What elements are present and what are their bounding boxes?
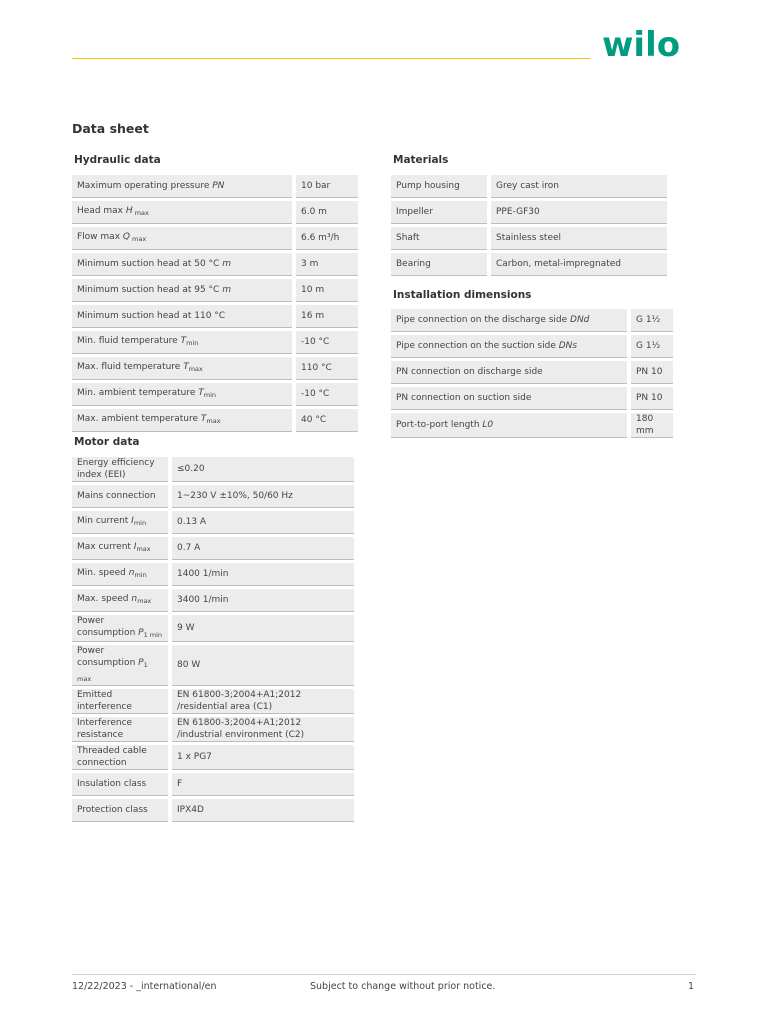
row-value: IPX4D: [172, 799, 354, 822]
header-accent-line: [72, 58, 590, 59]
row-label: Minimum suction head at 110 °C: [72, 305, 292, 328]
table-row: [72, 305, 358, 328]
row-label: Port-to-port length L0: [391, 413, 627, 438]
row-value: 0.13 A: [172, 511, 354, 534]
table-row: [72, 563, 354, 586]
row-value: 3400 1/min: [172, 589, 354, 612]
row-value: 110 °C: [296, 357, 358, 380]
row-label: Bearing: [391, 253, 487, 276]
row-label: Pipe connection on the discharge side DNd: [391, 309, 627, 332]
table-row: [72, 511, 354, 534]
table-row: [72, 457, 354, 482]
row-value: 3 m: [296, 253, 358, 276]
table-row: [72, 201, 358, 224]
row-value: ≤0.20: [172, 457, 354, 482]
row-value: G 1½: [631, 335, 673, 358]
row-label: Max. ambient temperature $T_{max}$: [72, 409, 292, 432]
table-row: [72, 773, 354, 796]
footer-divider: [72, 974, 696, 975]
table-row: [72, 537, 354, 560]
table-row: [391, 309, 673, 332]
materials-title: Materials: [393, 154, 449, 166]
row-label: Threaded cable connection: [72, 745, 168, 770]
table-row: [72, 409, 358, 432]
footer-date-locale: 12/22/2023 - _international/en: [72, 981, 217, 992]
row-value: 1 x PG7: [172, 745, 354, 770]
row-label: PN connection on discharge side: [391, 361, 627, 384]
table-row: [391, 201, 667, 224]
row-label: Maximum operating pressure PN: [72, 175, 292, 198]
table-row: [72, 745, 354, 770]
table-row: [72, 799, 354, 822]
row-label: Min current $I_{min}$: [72, 511, 168, 534]
table-row: [72, 227, 358, 250]
table-row: [72, 645, 354, 686]
row-label: Pump housing: [391, 175, 487, 198]
row-label: Minimum suction head at 95 °C m: [72, 279, 292, 302]
row-value: F: [172, 773, 354, 796]
row-value: 6.0 m: [296, 201, 358, 224]
row-label: Mains connection: [72, 485, 168, 508]
table-row: [391, 387, 673, 410]
row-value: EN 61800-3;2004+A1;2012 /industrial environment (C2): [172, 717, 354, 742]
row-value: Grey cast iron: [491, 175, 667, 198]
row-value: -10 °C: [296, 383, 358, 406]
table-row: [72, 689, 354, 714]
motor-data-title: Motor data: [74, 436, 140, 448]
table-row: [72, 279, 358, 302]
installation-dimensions-title: Installation dimensions: [393, 289, 532, 301]
row-label: Protection class: [72, 799, 168, 822]
row-label: Power consumption $P_{1 max}$: [72, 645, 168, 686]
svg-text:wilo: wilo: [602, 25, 681, 64]
table-row: [72, 331, 358, 354]
row-value: 10 m: [296, 279, 358, 302]
row-label: Head max H $_{max}$: [72, 201, 292, 224]
row-label: Impeller: [391, 201, 487, 224]
row-label: Max current $I_{max}$: [72, 537, 168, 560]
row-value: 16 m: [296, 305, 358, 328]
row-value: 1~230 V ±10%, 50/60 Hz: [172, 485, 354, 508]
table-row: [72, 357, 358, 380]
installation-dimensions-table: [391, 306, 673, 441]
table-row: [391, 253, 667, 276]
table-row: [391, 361, 673, 384]
page-title: Data sheet: [72, 121, 149, 136]
row-value: 0.7 A: [172, 537, 354, 560]
row-label: PN connection on suction side: [391, 387, 627, 410]
row-label: Min. ambient temperature $T_{min}$: [72, 383, 292, 406]
row-label: Shaft: [391, 227, 487, 250]
row-value: Stainless steel: [491, 227, 667, 250]
footer-page-number: 1: [688, 981, 695, 992]
row-value: G 1½: [631, 309, 673, 332]
row-label: Minimum suction head at 50 °C m: [72, 253, 292, 276]
table-row: [72, 175, 358, 198]
row-value: 180 mm: [631, 413, 673, 438]
row-value: PPE-GF30: [491, 201, 667, 224]
row-value: Carbon, metal-impregnated: [491, 253, 667, 276]
row-value: PN 10: [631, 387, 673, 410]
row-value: 80 W: [172, 645, 354, 686]
table-row: [72, 485, 354, 508]
table-row: [72, 615, 354, 642]
row-label: Max. fluid temperature $T_{max}$: [72, 357, 292, 380]
row-label: Flow max Q $_{max}$: [72, 227, 292, 250]
row-value: 1400 1/min: [172, 563, 354, 586]
row-value: PN 10: [631, 361, 673, 384]
table-row: [72, 717, 354, 742]
row-label: Energy efficiency index (EEI): [72, 457, 168, 482]
hydraulic-data-table: [72, 172, 358, 435]
row-value: -10 °C: [296, 331, 358, 354]
table-row: [72, 253, 358, 276]
table-row: [72, 383, 358, 406]
table-row: [72, 589, 354, 612]
row-label: Power consumption $P_{1 min}$: [72, 615, 168, 642]
row-value: 40 °C: [296, 409, 358, 432]
row-label: Min. fluid temperature $T_{min}$: [72, 331, 292, 354]
row-label: Max. speed $n_{max}$: [72, 589, 168, 612]
footer-notice: Subject to change without prior notice.: [310, 981, 496, 992]
motor-data-table: [72, 454, 354, 825]
row-value: 9 W: [172, 615, 354, 642]
hydraulic-data-title: Hydraulic data: [74, 154, 161, 166]
row-label: Pipe connection on the suction side DNs: [391, 335, 627, 358]
wilo-logo: [600, 24, 700, 68]
row-value: 6.6 m³/h: [296, 227, 358, 250]
table-row: [391, 227, 667, 250]
row-label: Interference resistance: [72, 717, 168, 742]
table-row: [391, 413, 673, 438]
row-value: EN 61800-3;2004+A1;2012 /residential area (C1): [172, 689, 354, 714]
row-label: Insulation class: [72, 773, 168, 796]
table-row: [391, 335, 673, 358]
table-row: [391, 175, 667, 198]
materials-table: [391, 172, 667, 279]
row-label: Emitted interference: [72, 689, 168, 714]
row-label: Min. speed $n_{min}$: [72, 563, 168, 586]
row-value: 10 bar: [296, 175, 358, 198]
